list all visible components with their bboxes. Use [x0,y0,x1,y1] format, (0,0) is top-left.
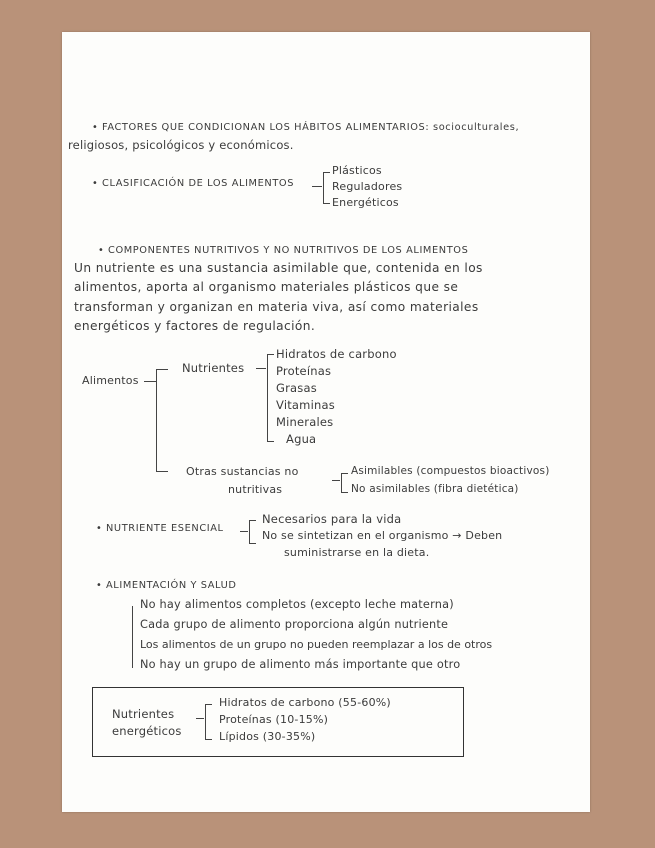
diagram-root: Alimentos [82,374,139,387]
essential-item: No se sintetizan en el organismo → Deben [262,529,503,542]
other-item: Asimilables (compuestos bioactivos) [351,465,550,477]
bullet: • [98,245,105,256]
components-heading: COMPONENTES NUTRITIVOS Y NO NUTRITIVOS DE LOS ALIMENTOS [108,245,469,256]
summary-item: Hidratos de carbono (55-60%) [219,696,391,709]
nutrient-item: Grasas [276,381,317,395]
bullet: • [96,580,103,591]
connector [256,368,266,369]
classification-heading: CLASIFICACIÓN DE LOS ALIMENTOS [102,178,295,189]
connector [312,186,322,187]
essential-item-cont: suministrarse en la dieta. [284,546,430,559]
classification-item: Energéticos [332,196,399,209]
summary-item: Proteínas (10-15%) [219,713,329,726]
nutrients-label: Nutrientes [182,361,245,375]
paragraph-line: Un nutriente es una sustancia asimilable que, contenida en los [74,261,483,275]
health-item: Cada grupo de alimento proporciona algún nutriente [140,618,449,631]
brace [341,473,348,493]
paragraph-line: energéticos y factores de regulación. [74,319,316,333]
factors-heading-cont: religiosos, psicológicos y económicos. [68,138,294,152]
paragraph-line: transforman y organizan en materia viva, así como materiales [74,300,479,314]
other-substances-label-cont: nutritivas [228,483,283,496]
bullet: • [96,523,103,534]
nutrient-item: Vitaminas [276,398,335,412]
other-item: No asimilables (fibra dietética) [351,483,519,495]
essential-heading: NUTRIENTE ESENCIAL [106,523,224,534]
bullet: • [92,122,99,133]
nutrient-item: Hidratos de carbono [276,347,397,361]
connector [156,471,168,472]
nutrient-item: Proteínas [276,364,332,378]
connector [240,531,248,532]
nutrient-item: Agua [286,432,317,446]
summary-label: Nutrientes [112,707,175,721]
essential-item: Necesarios para la vida [262,512,402,526]
health-heading: ALIMENTACIÓN Y SALUD [106,580,237,591]
health-item: Los alimentos de un grupo no pueden reemplazar a los de otros [140,638,493,651]
classification-item: Reguladores [332,180,403,193]
notebook-page [62,32,590,812]
tree-line [156,369,157,471]
nutrient-item: Minerales [276,415,334,429]
factors-heading: FACTORES QUE CONDICIONAN LOS HÁBITOS ALIMENTARIOS: socioculturales, [102,122,520,133]
brace [249,520,256,544]
health-item: No hay alimentos completos (excepto leche materna) [140,598,454,611]
connector [332,480,340,481]
summary-label-cont: energéticos [112,724,182,738]
connector [196,718,204,719]
connector [156,369,168,370]
connector [144,381,156,382]
other-substances-label: Otras sustancias no [186,465,299,478]
brace [323,172,330,204]
bullet: • [92,178,99,189]
paragraph-line: alimentos, aporta al organismo materiales plásticos que se [74,280,459,294]
summary-item: Lípidos (30-35%) [219,730,316,743]
brace [267,354,274,442]
classification-item: Plásticos [332,164,382,177]
brace [205,704,212,740]
health-item: No hay un grupo de alimento más importante que otro [140,658,461,671]
list-line [132,606,133,668]
